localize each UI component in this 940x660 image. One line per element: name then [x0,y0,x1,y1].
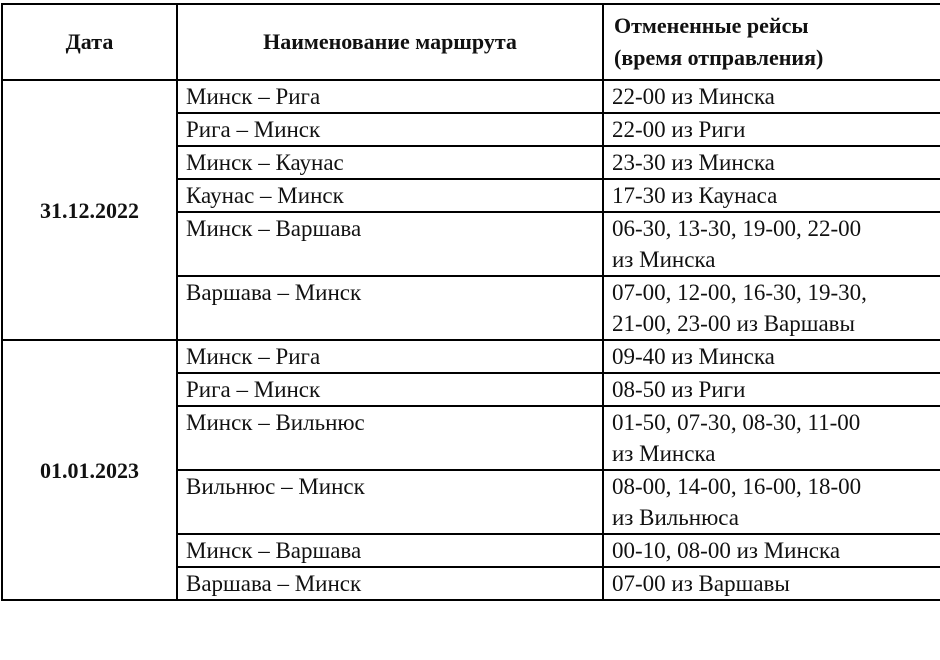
date-cell: 01.01.2023 [2,340,177,600]
cancelled-line: из Вильнюса [612,505,739,530]
cancelled-cell: 22-00 из Риги [603,113,940,146]
table-row [2,80,940,113]
cancelled-line: из Минска [612,441,716,466]
cancelled-cell: 09-40 из Минска [603,340,940,373]
header-route: Наименование маршрута [177,4,603,80]
cancelled-line: 06-30, 13-30, 19-00, 22-00 [612,216,862,241]
cancelled-trains-table [1,3,940,601]
header-date: Дата [2,4,177,80]
cancelled-line: 21-00, 23-00 из Варшавы [612,311,855,336]
route-cell: Минск – Рига [177,340,603,373]
route-cell: Минск – Каунас [177,146,603,179]
cancelled-cell [603,276,940,340]
cancelled-line: из Минска [612,247,716,272]
cancelled-cell: 23-30 из Минска [603,146,940,179]
cancelled-line: 07-00, 12-00, 16-30, 19-30, [612,280,867,305]
table-header-row [2,4,940,80]
route-cell: Варшава – Минск [177,276,603,340]
route-cell: Минск – Варшава [177,534,603,567]
date-cell: 31.12.2022 [2,80,177,340]
route-cell: Рига – Минск [177,113,603,146]
cancelled-cell: 22-00 из Минска [603,80,940,113]
route-cell: Минск – Вильнюс [177,406,603,470]
cancelled-cell: 08-50 из Риги [603,373,940,406]
header-cancelled-line2: (время отправления) [614,45,824,70]
route-cell: Вильнюс – Минск [177,470,603,534]
cancelled-cell: 07-00 из Варшавы [603,567,940,600]
cancelled-line: 08-00, 14-00, 16-00, 18-00 [612,474,862,499]
cancelled-cell [603,406,940,470]
cancelled-cell: 17-30 из Каунаса [603,179,940,212]
table-row [2,340,940,373]
route-cell: Минск – Рига [177,80,603,113]
route-cell: Каунас – Минск [177,179,603,212]
cancelled-line: 01-50, 07-30, 08-30, 11-00 [612,410,861,435]
cancelled-cell [603,212,940,276]
route-cell: Минск – Варшава [177,212,603,276]
route-cell: Варшава – Минск [177,567,603,600]
cancelled-cell: 00-10, 08-00 из Минска [603,534,940,567]
route-cell: Рига – Минск [177,373,603,406]
header-cancelled [603,4,940,80]
cancelled-cell [603,470,940,534]
header-cancelled-line1: Отмененные рейсы [614,13,809,38]
